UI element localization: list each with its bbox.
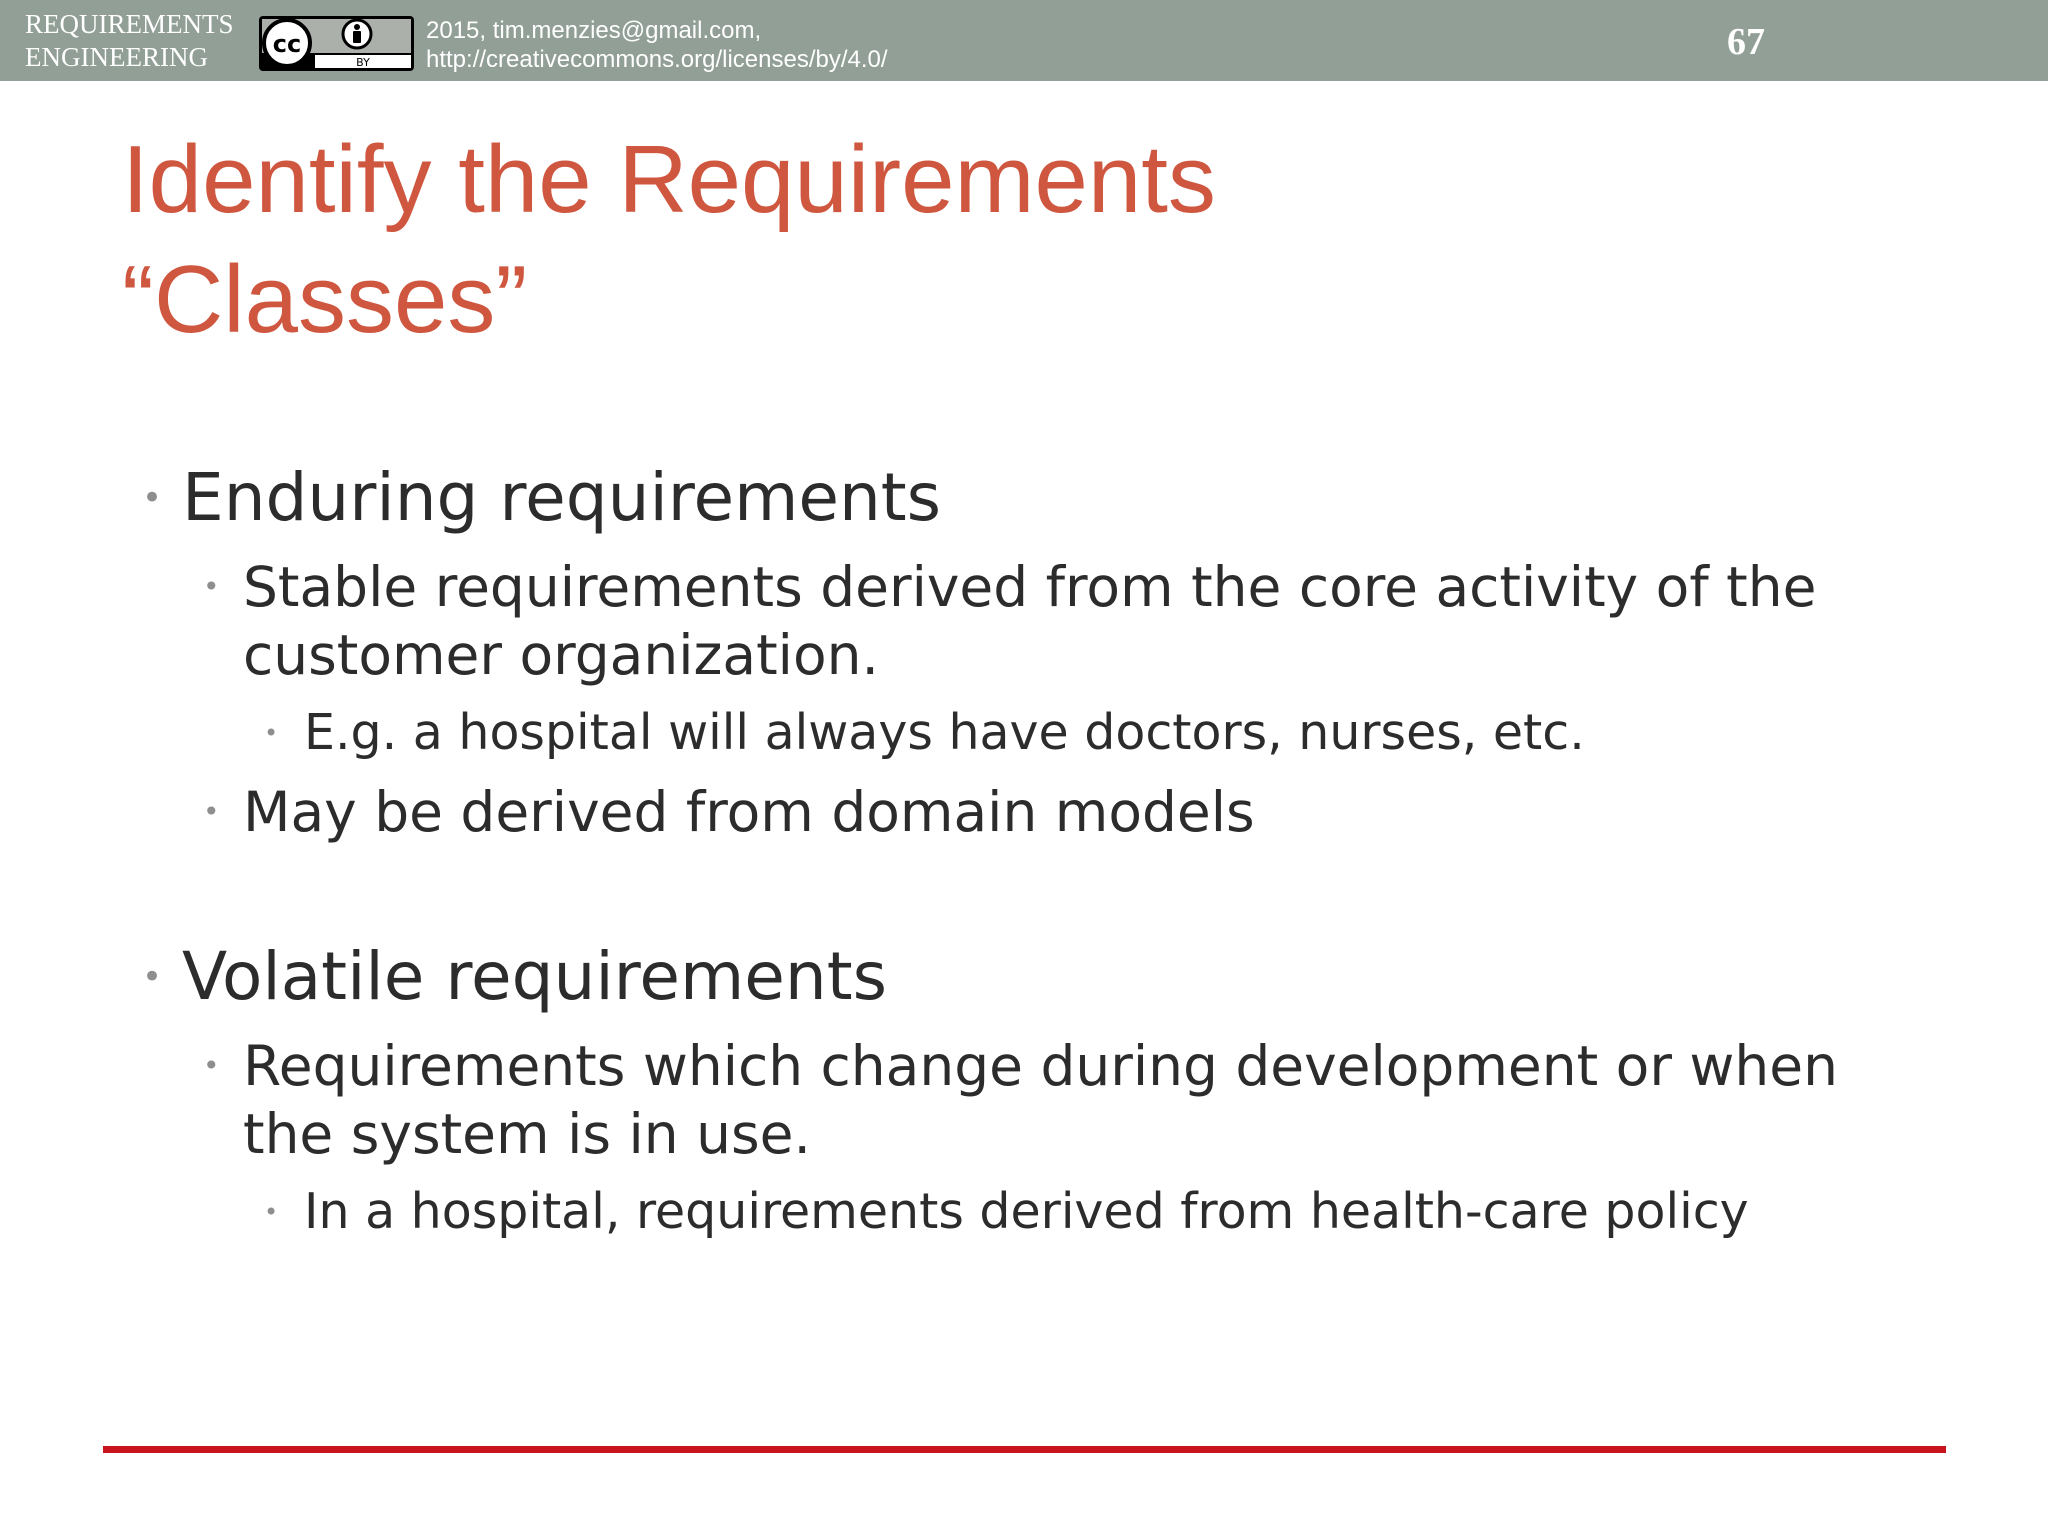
bullet-dot-icon: •: [142, 957, 163, 997]
bullet-dot-icon: •: [203, 1049, 220, 1082]
sub-bullet-change-line2: the system is in use.: [243, 1102, 811, 1166]
sub-bullet-stable: [203, 553, 1817, 689]
slide-header: [0, 0, 2048, 81]
course-name-line2: ENGINEERING: [25, 42, 208, 72]
bullet-dot-icon: •: [142, 478, 163, 518]
svg-text:cc: cc: [272, 30, 302, 58]
bullet-enduring: [142, 458, 942, 538]
bullet-enduring-text: Enduring requirements: [182, 459, 942, 536]
example-bullet-health-policy-text: In a hospital, requirements derived from health-care policy: [304, 1183, 1749, 1240]
page-number: 67: [1727, 21, 1765, 63]
sub-bullet-change: [203, 1032, 1838, 1168]
license-notice: [426, 16, 888, 74]
example-bullet-health-policy: [264, 1182, 1749, 1242]
slide-title-line2: “Classes”: [122, 246, 528, 353]
sub-bullet-change-line1: Requirements which change during development or when: [243, 1034, 1838, 1098]
bullet-dot-icon: •: [203, 570, 220, 603]
sub-bullet-domain-models-text: May be derived from domain models: [243, 780, 1255, 844]
sub-bullet-domain-models: [203, 778, 1255, 846]
bullet-dot-icon: •: [264, 719, 279, 747]
sub-bullet-stable-line1: Stable requirements derived from the core activity of the: [243, 555, 1817, 619]
license-url: http://creativecommons.org/licenses/by/4.0/: [426, 46, 888, 73]
slide-title: [122, 120, 1216, 360]
bullet-dot-icon: •: [203, 795, 220, 828]
footer-rule: [103, 1446, 1946, 1453]
course-name-line1: REQUIREMENTS: [25, 9, 234, 39]
example-bullet-hospital-staff-text: E.g. a hospital will always have doctors, nurses, etc.: [304, 704, 1585, 761]
bullet-volatile: [142, 937, 887, 1017]
sub-bullet-stable-line2: customer organization.: [243, 623, 879, 687]
bullet-dot-icon: •: [264, 1198, 279, 1226]
course-name: [25, 8, 234, 74]
creative-commons-by-icon: [259, 16, 414, 71]
bullet-volatile-text: Volatile requirements: [182, 938, 887, 1015]
license-line1: 2015, tim.menzies@gmail.com,: [426, 17, 762, 44]
slide-title-line1: Identify the Requirements: [122, 126, 1216, 233]
svg-text:BY: BY: [356, 56, 370, 69]
example-bullet-hospital-staff: [264, 703, 1585, 763]
